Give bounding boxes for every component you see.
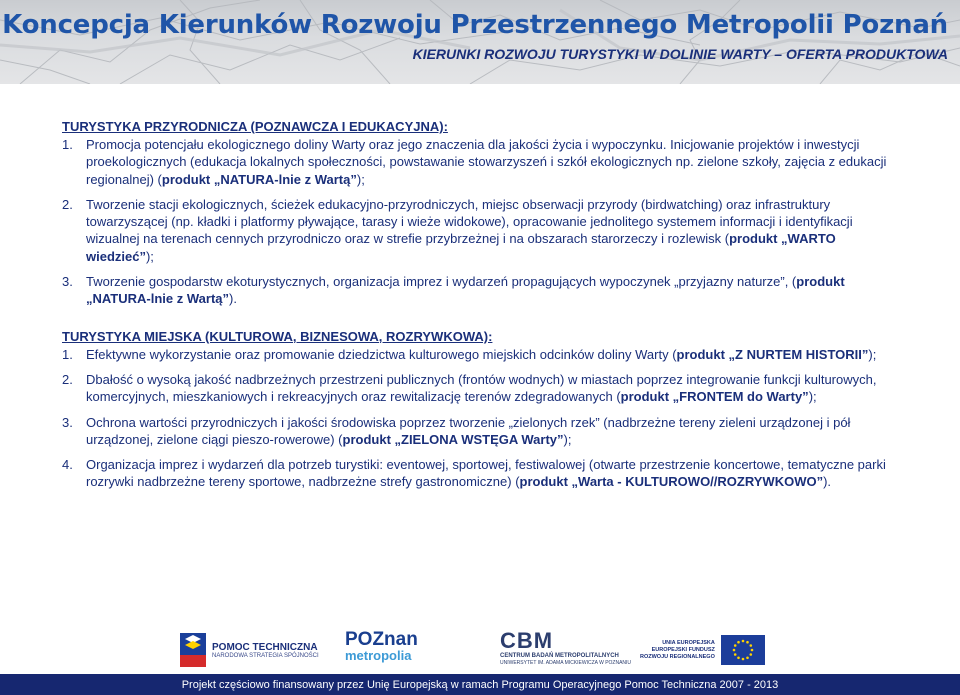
list-item [62, 414, 902, 449]
footer-text: Projekt częściowo finansowany przez Unię Europejską w ramach Programu Operacyjnego Pomoc Techniczna 2007 - 2013 [181, 678, 779, 691]
pt-tagline: NARODOWA STRATEGIA SPÓJNOŚCI [212, 652, 319, 659]
item-number: 1. [62, 346, 73, 362]
product-name: produkt „Z NURTEM HISTORII” [676, 346, 869, 362]
item-text: Efektywne wykorzystanie oraz promowanie dziedzictwa kulturowego miejskich odcinków doliny Warty (produkt „Z NURTEM HISTORII”); [86, 346, 877, 362]
list-item [62, 196, 902, 265]
item-number: 4. [62, 457, 73, 473]
section-urban-tourism [62, 328, 902, 491]
item-number: 3. [62, 274, 73, 290]
sponsor-logos [0, 630, 960, 670]
page-subtitle: KIERUNKI ROZWOJU TURYSTYKI W DOLINIE WARTY – OFERTA PRODUKTOWA [412, 46, 948, 62]
footer-bar [0, 674, 960, 695]
pomoc-techniczna-logo [180, 630, 319, 670]
pm-name: POZnan [345, 629, 418, 650]
page-title: Koncepcja Kierunków Rozwoju Przestrzennego Metropolii Poznań [2, 10, 948, 40]
section-nature-tourism [62, 118, 902, 308]
product-name: produkt „FRONTEM do Warty” [620, 389, 809, 405]
product-name: produkt „ZIELONA WSTĘGA Warty” [342, 431, 564, 447]
item-text: Promocja potencjału ekologicznego doliny Warty oraz jego znaczenia dla jakości życia i wypoczynku. Inicjowanie projektów i inwestycji proekologicznych (edukacja lokalnych społeczności, powstawanie stowarzyszeń i szkół ekologicznych np. zielone szkoły, zajęcia z edukacji regionalnej) (produkt „NATURA-lnie z Wartą”); [86, 137, 887, 187]
item-number: 3. [62, 414, 73, 430]
product-name: produkt „WARTO wiedzieć” [86, 231, 836, 264]
pt-name: POMOC TECHNICZNA [212, 641, 318, 653]
section-heading: TURYSTYKA MIEJSKA (KULTUROWA, BIZNESOWA, ROZRYWKOWA): [62, 328, 493, 344]
cbm-name: CENTRUM BADAŃ METROPOLITALNYCH [500, 653, 619, 659]
item-number: 2. [62, 371, 73, 387]
list-item [62, 346, 902, 363]
header-band [0, 0, 960, 84]
list-item [62, 136, 902, 188]
cbm-university: UNIWERSYTET IM. ADAMA MICKIEWICZA W POZNANIU [500, 660, 632, 666]
item-text: Ochrona wartości przyrodniczych i jakości środowiska poprzez tworzenie „zielonych rzek” (nadbrzeżne tereny zieleni urządzonej i pół urządzonej, zielone ciągi pieszo-rowerowe) (produkt „ZIELONA WSTĘGA Warty”); [86, 414, 851, 447]
list-item [62, 456, 902, 491]
product-name: produkt „NATURA-lnie z Wartą” [161, 171, 357, 187]
list-item [62, 371, 902, 406]
main-content [62, 118, 902, 491]
eu-flag-icon [721, 635, 765, 665]
item-text: Dbałość o wysoką jakość nadbrzeżnych przestrzeni publicznych (frontów wodnych) w miastach poprzez integrowanie funkcji kulturowych, komercyjnych, mieszkaniowych i rekreacyjnych oraz rewitalizację terenów zdegradowanych (produkt „FRONTEM do Warty”); [86, 371, 877, 405]
poznan-metropolia-logo [345, 630, 418, 670]
product-name: produkt „NATURA-lnie z Wartą” [86, 274, 845, 307]
item-text: Organizacja imprez i wydarzeń dla potrzeb turystiki: eventowej, sportowej, festiwalowej (otwarte przestrzenie koncertowe, tematyczne parki rozrywki nadbrzeżne tereny sportowe, nadbrzeżne strefy gastronomiczne) (produkt „Warta - KULTUROWO//ROZRYWKOWO”). [86, 457, 886, 490]
pt-emblem-icon [180, 633, 206, 667]
product-name: produkt „Warta - KULTUROWO//ROZRYWKOWO” [519, 474, 824, 490]
item-number: 1. [62, 137, 73, 152]
pm-subname: metropolia [345, 648, 412, 663]
cbm-logo [500, 630, 631, 670]
item-number: 2. [62, 196, 73, 212]
cbm-acronym: CBM [500, 628, 554, 653]
section-heading: TURYSTYKA PRZYRODNICZA (POZNAWCZA I EDUKACYJNA): [62, 119, 448, 134]
eu-text: UNIA EUROPEJSKA EUROPEJSKI FUNDUSZ ROZWOJU REGIONALNEGO [640, 639, 715, 660]
list-item [62, 273, 902, 308]
eu-logo [640, 630, 765, 670]
item-text: Tworzenie stacji ekologicznych, ścieżek edukacyjno-przyrodniczych, miejsc obserwacji przyrody (birdwatching) oraz infrastruktury towarzyszącej (np. kładki i platformy pływające, tarasy i wieże widokowe), opracowanie jednolitego systemem informacji i identyfikacji wizualnej na terenach cennych przyrodniczo oraz w strefie przybrzeżnej i na obszarach starorzeczy i rozlewisk (produkt „WARTO wiedzieć”); [86, 196, 853, 264]
item-text: Tworzenie gospodarstw ekoturystycznych, organizacja imprez i wydarzeń propagujących wypoczynek „przyjazny naturze”, (produkt „NATURA-lnie z Wartą”). [86, 274, 845, 307]
